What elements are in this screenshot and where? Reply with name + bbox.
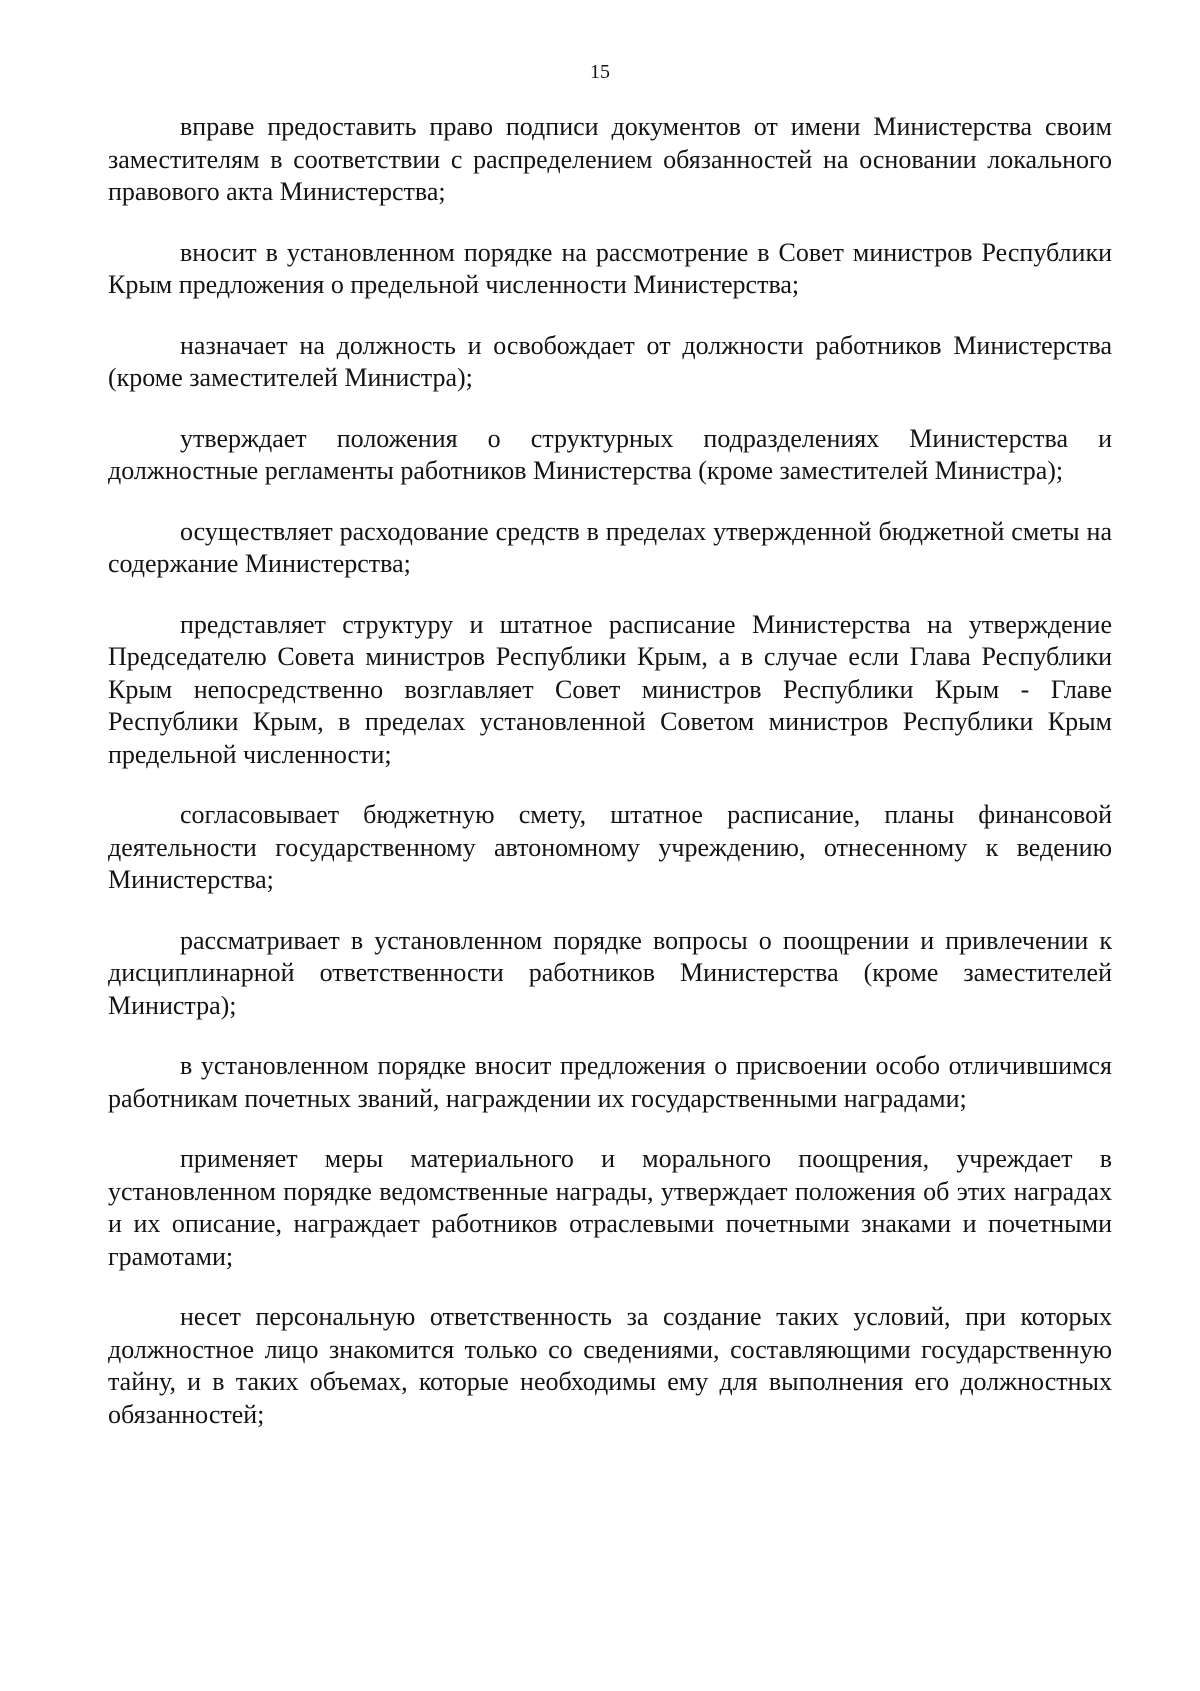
paragraph-regulations-approval: утверждает положения о структурных подразделениях Министерства и должностные регламенты работников Министерства (кроме заместителей Министра); [108, 423, 1112, 485]
paragraph-signature-right: вправе предоставить право подписи документов от имени Министерства своим заместителям в соответствии с распределением обязанностей на основании локального правового акта Министерства; [108, 112, 1112, 206]
paragraph-rewards-discipline: рассматривает в установленном порядке вопросы о поощрении и привлечении к дисциплинарной ответственности работников Министерства (кроме заместителей Министра); [108, 925, 1112, 1020]
paragraph-appointment: назначает на должность и освобождает от должности работников Министерства (кроме заместителей Министра); [108, 330, 1112, 392]
paragraph-budget-agreement: согласовывает бюджетную смету, штатное расписание, планы финансовой деятельности государственному автономному учреждению, отнесенному к ведению Министерства; [108, 800, 1112, 894]
paragraph-staff-limit-proposal: вносит в установленном порядке на рассмотрение в Совет министров Республики Крым предложения о предельной численности Министерства; [108, 237, 1112, 299]
paragraph-incentive-measures: применяет меры материального и морального поощрения, учреждает в установленном порядке ведомственные награды, утверждает положения об этих наградах и их описание, награждает работников отраслевыми почетными знаками и почетными грамотами; [108, 1144, 1112, 1271]
document-body [108, 111, 1112, 1459]
paragraph-budget-spending: осуществляет расходование средств в пределах утвержденной бюджетной сметы на содержание Министерства; [108, 516, 1112, 578]
paragraph-honorary-titles: в установленном порядке вносит предложения о присвоении особо отличившимся работникам почетных званий, награждении их государственными наградами; [108, 1051, 1112, 1113]
paragraph-structure-submission: представляет структуру и штатное расписание Министерства на утверждение Председателю Совета министров Республики Крым, а в случае если Глава Республики Крым непосредственно возглавляет Совет министров Республики Крым - Главе Республики Крым, в пределах установленной Советом министров Республики Крым предельной численности; [108, 609, 1112, 769]
page-number: 15 [590, 61, 610, 83]
paragraph-state-secret-responsibility: несет персональную ответственность за создание таких условий, при которых должностное лицо знакомится только со сведениями, составляющими государственную тайну, и в таких объемах, которые необходимы ему для выполнения его должностных обязанностей; [108, 1302, 1112, 1429]
